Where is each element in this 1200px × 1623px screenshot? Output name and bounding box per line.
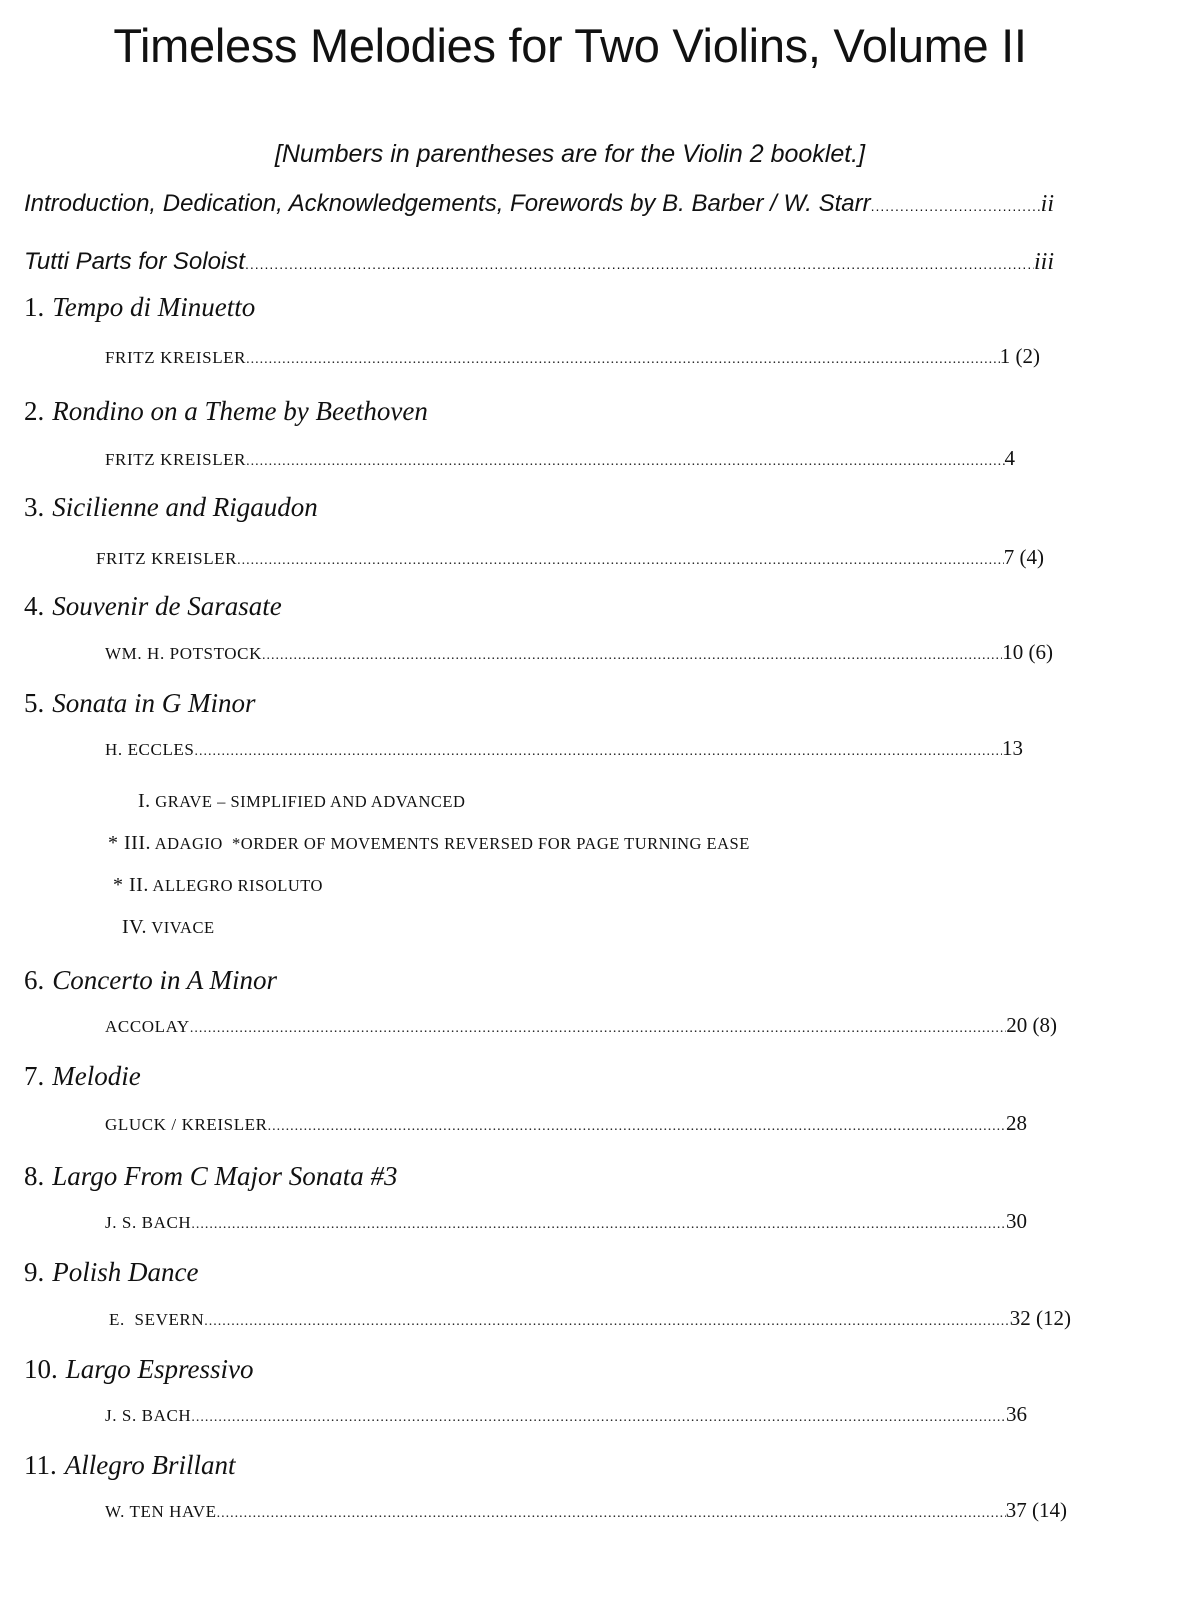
toc-page: 4 (1004, 446, 1015, 470)
toc-front-matter-intro[interactable] (24, 190, 1054, 218)
toc-entry-title[interactable] (24, 1161, 398, 1192)
movement-item (122, 916, 215, 939)
movement-item (108, 832, 750, 855)
dot-leader (871, 198, 1041, 214)
entry-title-text: Sicilienne and Rigaudon (52, 492, 318, 522)
toc-entry-composer[interactable] (105, 1111, 1027, 1136)
movement-label: ADAGIO *ORDER OF MOVEMENTS REVERSED FOR PAGE TURNING EASE (154, 834, 750, 853)
composer-name: GLUCK / KREISLER (105, 1115, 268, 1134)
toc-page: 36 (1006, 1402, 1027, 1426)
toc-entry-composer[interactable] (105, 446, 1015, 471)
entry-title-text: Concerto in A Minor (52, 965, 278, 995)
entry-number: 7. (24, 1061, 45, 1091)
toc-page: 32 (12) (1009, 1306, 1071, 1330)
toc-entry-composer[interactable] (105, 640, 1053, 665)
entry-number: 4. (24, 591, 45, 621)
movement-roman: * II. (113, 874, 149, 896)
toc-page: 37 (14) (1005, 1498, 1067, 1522)
composer-name: J. S. BACH (105, 1213, 192, 1232)
toc-entry-title[interactable] (24, 1061, 141, 1092)
entry-title-text: Largo From C Major Sonata #3 (52, 1161, 398, 1191)
toc-page: ii (1040, 191, 1054, 217)
toc-entry-title[interactable] (24, 965, 277, 996)
composer-name: W. TEN HAVE (105, 1502, 217, 1521)
toc-page: 20 (8) (1006, 1013, 1057, 1037)
entry-title-text: Sonata in G Minor (52, 688, 256, 718)
composer-name: WM. H. POTSTOCK (105, 644, 262, 663)
toc-entry-composer[interactable] (105, 1013, 1057, 1038)
dot-leader (204, 1314, 1010, 1330)
movement-roman: IV. (122, 916, 148, 938)
entry-title-text: Souvenir de Sarasate (52, 591, 282, 621)
movement-label: VIVACE (151, 918, 215, 937)
page-title: Timeless Melodies for Two Violins, Volume II (113, 19, 1027, 72)
movement-roman: I. (138, 790, 151, 812)
toc-entry-composer[interactable] (105, 736, 1023, 761)
toc-entry-composer[interactable] (105, 1402, 1027, 1427)
dot-leader (246, 352, 1000, 368)
toc-entry-composer[interactable] (105, 1498, 1067, 1523)
entry-title-text: Rondino on a Theme by Beethoven (52, 396, 428, 426)
movement-label: ALLEGRO RISOLUTO (152, 876, 323, 895)
entry-title-text: Largo Espressivo (65, 1354, 254, 1384)
toc-entry-title[interactable] (24, 492, 318, 523)
toc-page: iii (1033, 249, 1054, 275)
toc-entry-title[interactable] (24, 1257, 198, 1288)
toc-entry-title[interactable] (24, 688, 256, 719)
entry-title-text: Polish Dance (52, 1257, 199, 1287)
dot-leader (191, 1217, 1006, 1233)
composer-name: FRITZ KREISLER (105, 450, 247, 469)
toc-page: 10 (6) (1002, 640, 1053, 664)
entry-number: 8. (24, 1161, 45, 1191)
entry-title-text: Allegro Brillant (64, 1450, 236, 1480)
dot-leader (217, 1506, 1006, 1522)
toc-front-matter-tutti[interactable] (24, 248, 1054, 276)
toc-page: 13 (1002, 736, 1023, 760)
movement-label: GRAVE – SIMPLIFIED AND ADVANCED (155, 792, 466, 811)
dot-leader (268, 1119, 1006, 1135)
toc-page: 7 (4) (1003, 545, 1044, 569)
toc-page: 28 (1006, 1111, 1027, 1135)
composer-name: FRITZ KREISLER (105, 348, 247, 367)
entry-number: 6. (24, 965, 45, 995)
entry-number: 9. (24, 1257, 45, 1287)
movement-roman: * III. (108, 832, 151, 854)
toc-entry-composer[interactable] (109, 1306, 1071, 1331)
entry-number: 2. (24, 396, 45, 426)
toc-entry-composer[interactable] (96, 545, 1044, 570)
toc-entry-title[interactable] (24, 1354, 254, 1385)
movement-item (138, 790, 465, 813)
toc-entry-title[interactable] (24, 591, 282, 622)
toc-label: Introduction, Dedication, Acknowledgements, Forewords by B. Barber / W. Starr (24, 190, 871, 217)
movement-item (113, 874, 323, 897)
entry-title-text: Melodie (52, 1061, 141, 1091)
composer-name: ACCOLAY (105, 1017, 190, 1036)
entry-number: 10. (24, 1354, 58, 1384)
dot-leader (194, 744, 1002, 760)
entry-number: 5. (24, 688, 45, 718)
dot-leader (245, 256, 1034, 272)
entry-number: 1. (24, 292, 45, 322)
dot-leader (246, 454, 1004, 470)
composer-name: E. SEVERN (109, 1310, 205, 1329)
toc-entry-title[interactable] (24, 292, 255, 323)
dot-leader (262, 648, 1002, 664)
toc-entry-composer[interactable] (105, 1209, 1027, 1234)
composer-name: H. ECCLES (105, 740, 195, 759)
entry-number: 3. (24, 492, 45, 522)
composer-name: FRITZ KREISLER (96, 549, 238, 568)
violin2-note: [Numbers in parentheses are for the Violin 2 booklet.] (274, 140, 866, 168)
toc-entry-composer[interactable] (105, 344, 1040, 369)
entry-title-text: Tempo di Minuetto (52, 292, 256, 322)
toc-entry-title[interactable] (24, 396, 428, 427)
composer-name: J. S. BACH (105, 1406, 192, 1425)
dot-leader (191, 1410, 1006, 1426)
dot-leader (237, 553, 1004, 569)
toc-entry-title[interactable] (24, 1450, 236, 1481)
dot-leader (190, 1021, 1006, 1037)
toc-label: Tutti Parts for Soloist (24, 248, 245, 275)
entry-number: 11. (24, 1450, 57, 1480)
toc-page: 1 (2) (999, 344, 1040, 368)
toc-page: 30 (1006, 1209, 1027, 1233)
